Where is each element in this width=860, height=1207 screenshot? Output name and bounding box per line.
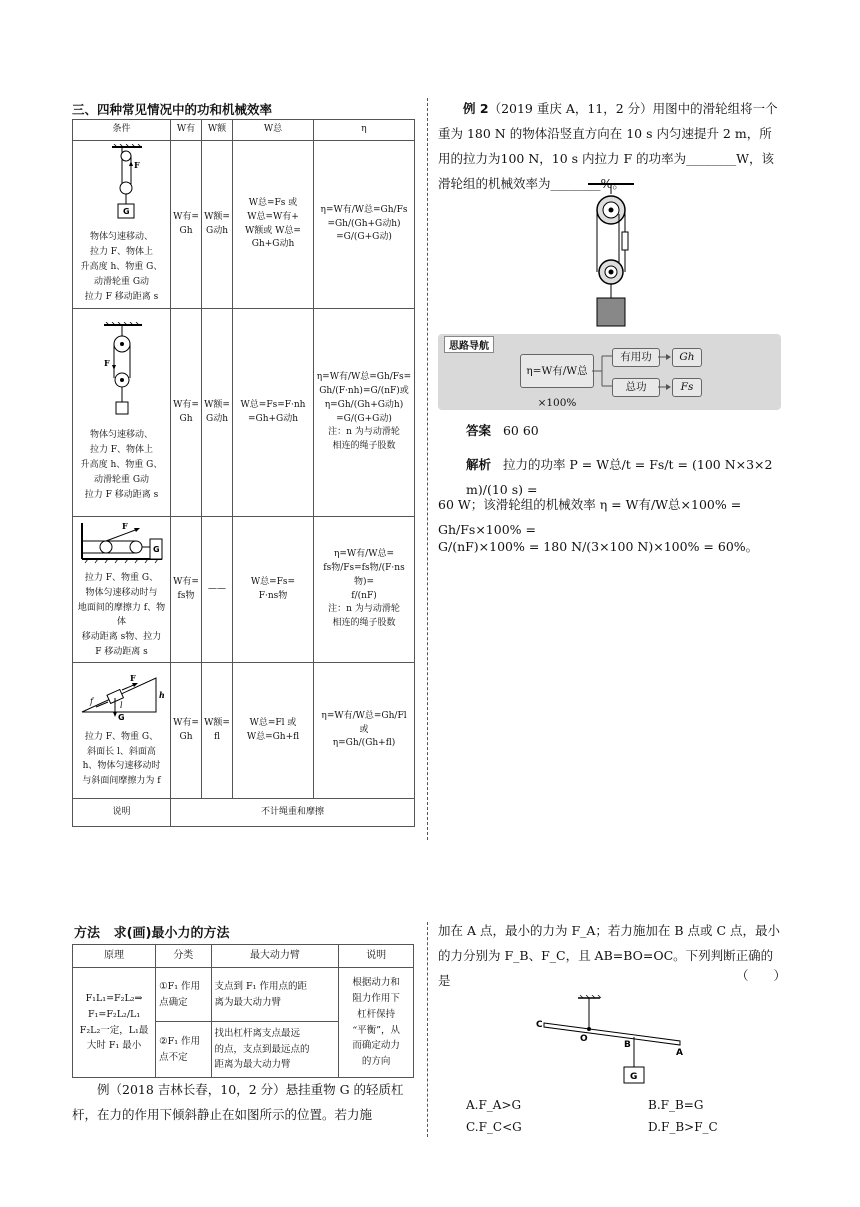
w-extra-cell: W额= G动h <box>202 141 233 309</box>
condition-text: 物体匀速移动、 拉力 F、物体上 升高度 h、物重 G、 动滑轮重 G动 拉力 F 移动距离 s <box>80 430 163 500</box>
total-work-box: 总功 <box>612 378 660 397</box>
svg-text:G: G <box>630 1072 638 1082</box>
useful-work-box: 有用功 <box>612 348 660 367</box>
efficiency-formula-box: η=W有/W总×100% <box>520 354 594 388</box>
header-w-useful: W有 <box>171 120 202 141</box>
svg-text:h: h <box>158 689 165 700</box>
answer-bracket: （ ） <box>736 968 787 983</box>
header-category: 分类 <box>156 945 211 968</box>
principle-cell: F₁L₁=F₂L₂⇒ F₁=F₂L₂/L₁ F₂L₂一定，L₁最 大时 F₁ 最小 <box>73 968 156 1078</box>
w-extra-cell: W额= fl <box>202 663 233 799</box>
w-useful-cell: W有= Gh <box>171 141 202 309</box>
category-cell: ②F₁ 作用 点不定 <box>156 1022 211 1078</box>
w-total-cell: W总=Fl 或 W总=Gh+fl <box>233 663 314 799</box>
category-cell: ①F₁ 作用 点确定 <box>156 968 211 1022</box>
minimum-force-table <box>72 944 414 1078</box>
branch-connector <box>592 348 612 394</box>
eta-cell: η=W有/W总=Gh/Fs =Gh/(Gh+G动h) =G/(G+G动) <box>314 141 415 309</box>
header-eta: η <box>314 120 415 141</box>
header-w-extra: W额 <box>202 120 233 141</box>
max-arm-cell: 支点到 F₁ 作用点的距 离为最大动力臂 <box>211 968 339 1022</box>
gh-box: Gh <box>672 348 702 367</box>
svg-text:O: O <box>580 1034 588 1044</box>
method-title: 方法 求(画)最小力的方法 <box>74 926 230 941</box>
max-arm-cell: 找出杠杆离支点最远 的点，支点到最远点的 距离为最大动力臂 <box>211 1022 339 1078</box>
note-label: 说明 <box>73 799 171 827</box>
example-question-right: 加在 A 点，最小的力为 F_A；若力施加在 B 点或 C 点，最小的力分别为 F_B、F_C，且 AB=BO=OC。下列判断正确的是 <box>438 923 781 988</box>
svg-text:C: C <box>536 1020 543 1030</box>
note-text: 不计绳重和摩擦 <box>171 799 415 827</box>
eta-cell: η=W有/W总=Gh/Fs= Gh/(F·nh)=G/(nF)或 η=Gh/(Gh+G动h) =G/(G+G动) 注：n 为与动滑轮 相连的绳子股数 <box>314 309 415 517</box>
w-useful-cell: W有= Gh <box>171 663 202 799</box>
condition-cell <box>73 309 171 517</box>
condition-text: 拉力 F、物重 G、 斜面长 l、斜面高 h、物体匀速移动时 与斜面间摩擦力为 f <box>82 731 161 787</box>
condition-cell <box>73 517 171 663</box>
lever-figure <box>530 995 695 1085</box>
choice-b[interactable]: B.F_B=G <box>648 1098 704 1112</box>
table-header-row <box>73 945 414 968</box>
choice-a[interactable]: A.F_A>G <box>466 1098 522 1112</box>
w-total-cell: W总=Fs= F·ns物 <box>233 517 314 663</box>
column-divider <box>427 98 428 840</box>
w-useful-cell: W有= fs物 <box>171 517 202 663</box>
choice-c[interactable]: C.F_C<G <box>466 1120 522 1134</box>
table-row <box>73 517 415 663</box>
analysis-line-2: 60 W；该滑轮组的机械效率 η = W有/W总×100% = Gh/Fs×100% = <box>438 497 742 537</box>
w-total-cell: W总=Fs=F·nh =Gh+G动h <box>233 309 314 517</box>
condition-cell <box>73 663 171 799</box>
note-cell: 根据动力和 阻力作用下 杠杆保持 “平衡”，从 而确定动力 的方向 <box>339 968 414 1078</box>
column-divider <box>427 922 428 1137</box>
header-max-arm: 最大动力臂 <box>211 945 339 968</box>
thinking-guide-panel <box>438 334 781 410</box>
single-pulley-figure <box>92 144 152 224</box>
condition-text: 物体匀速移动、 拉力 F、物体上 升高度 h、物重 G、 动滑轮重 G动 拉力 F 移动距离 s <box>80 232 163 302</box>
svg-text:F: F <box>121 521 128 531</box>
section-title: 三、四种常见情况中的功和机械效率 <box>72 102 273 117</box>
svg-text:G: G <box>117 712 125 722</box>
answer-line: 答案 60 60 <box>466 423 539 438</box>
table-header-row <box>73 120 415 141</box>
table-row <box>73 663 415 799</box>
table-row <box>73 141 415 309</box>
svg-text:G: G <box>152 545 160 554</box>
eta-cell: η=W有/W总=Gh/Fl 或 η=Gh/(Gh+fl) <box>314 663 415 799</box>
header-note: 说明 <box>339 945 414 968</box>
svg-text:F: F <box>103 358 110 369</box>
header-w-total: W总 <box>233 120 314 141</box>
table-note-row <box>73 799 415 827</box>
header-principle: 原理 <box>73 945 156 968</box>
w-extra-cell: W额= G动h <box>202 309 233 517</box>
condition-cell <box>73 141 171 309</box>
thinking-guide-tag: 思路导航 <box>444 336 494 353</box>
analysis-line-3: G/(nF)×100% = 180 N/(3×100 N)×100% = 60%。 <box>438 539 759 554</box>
svg-text:l: l <box>119 700 123 710</box>
svg-text:B: B <box>624 1040 631 1050</box>
svg-text:f: f <box>89 696 93 706</box>
analysis-line-1: 解析 拉力的功率 P = W总/t = Fs/t = (100 N×3×2 m)/(10 s) = <box>466 457 773 497</box>
svg-text:F: F <box>133 160 140 171</box>
fs-box: Fs <box>672 378 702 397</box>
condition-text: 拉力 F、物重 G、 物体匀速移动时与 地面间的摩擦力 f、物体 移动距离 s物、拉力 F 移动距离 s <box>77 572 166 658</box>
arrow-connector <box>658 348 672 398</box>
svg-text:A: A <box>676 1048 683 1058</box>
svg-text:F: F <box>129 672 136 683</box>
choice-d[interactable]: D.F_B>F_C <box>648 1120 718 1134</box>
horizontal-pulley-figure <box>78 519 166 565</box>
eta-cell: η=W有/W总= fs物/Fs=fs物/(F·ns物)= f/(nF) 注：n 为与动滑轮 相连的绳子股数 <box>314 517 415 663</box>
pulley-system-figure <box>580 180 660 330</box>
pulley-block-figure <box>92 322 152 422</box>
table-row <box>73 309 415 517</box>
w-useful-cell: W有= Gh <box>171 309 202 517</box>
example2-question: 例 2（2019 重庆 A，11，2 分）用图中的滑轮组将一个重为 180 N 的物体沿竖直方向在 10 s 内匀速提升 2 m，所用的拉力为100 N，10 s 内拉力 F 的功率为________W，该滑轮组的机械效率为________%。 <box>438 101 778 191</box>
table-row <box>73 968 414 1022</box>
header-condition: 条件 <box>73 120 171 141</box>
work-efficiency-table <box>72 119 415 827</box>
w-total-cell: W总=Fs 或 W总=W有+ W额或 W总= Gh+G动h <box>233 141 314 309</box>
example-question-left: 例（2018 吉林长春，10，2 分）悬挂重物 G 的轻质杠杆，在力的作用下倾斜静止在如图所示的位置。若力施 <box>72 1082 404 1122</box>
incline-figure <box>78 672 166 724</box>
svg-text:G: G <box>122 207 130 217</box>
w-extra-cell: —— <box>202 517 233 663</box>
